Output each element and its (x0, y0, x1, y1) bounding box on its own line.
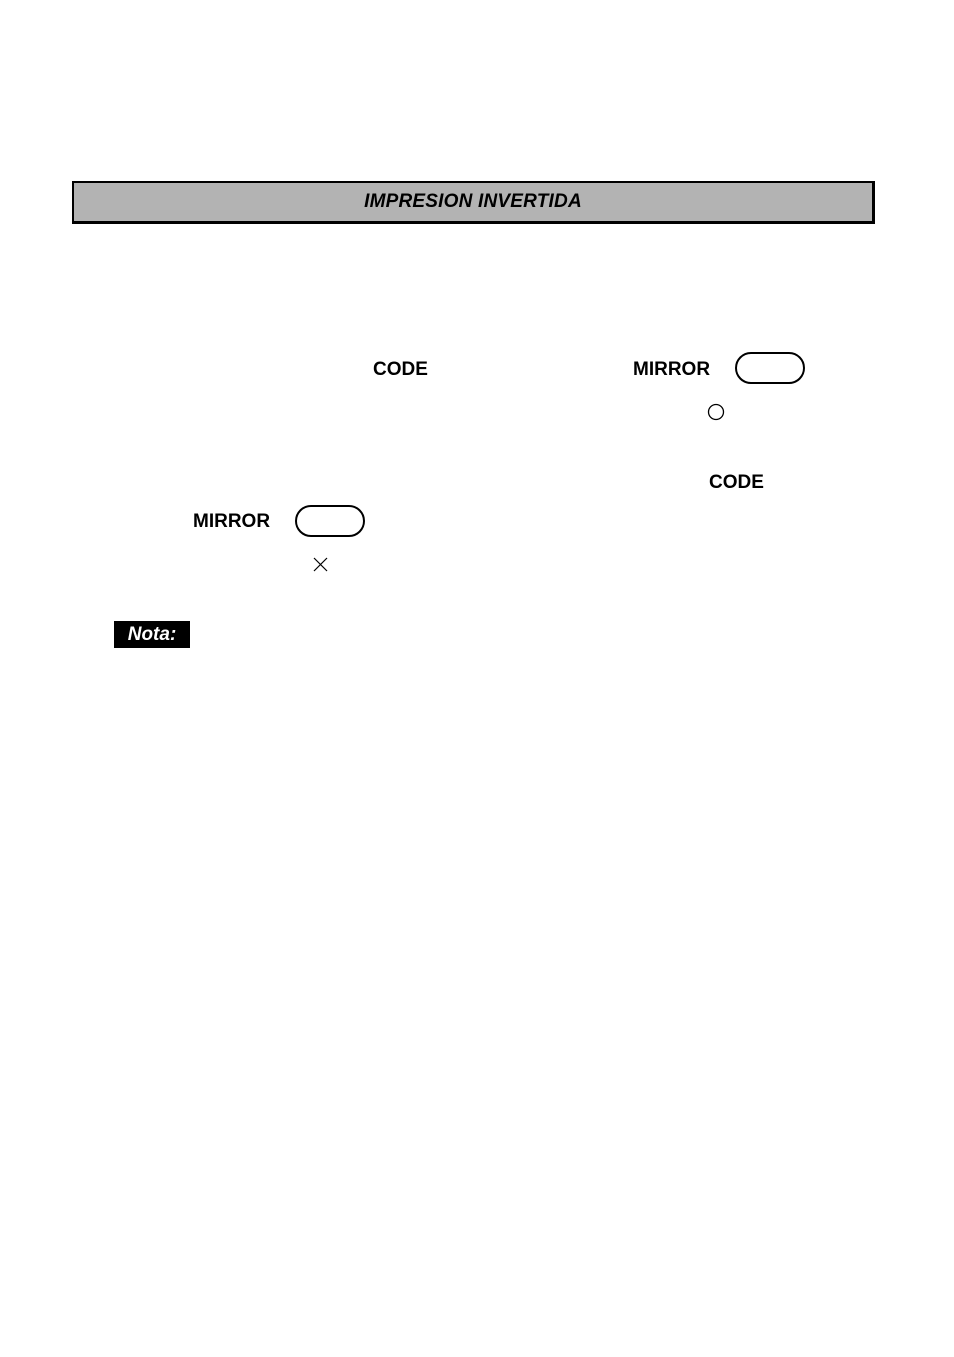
section-title: IMPRESION INVERTIDA (364, 191, 582, 212)
code-key-label-on: CODE (373, 359, 428, 380)
mirror-key-cap-on (735, 352, 805, 384)
mirror-key-cap-off (295, 505, 365, 537)
code-key-label-off: CODE (709, 472, 764, 493)
section-header (72, 181, 875, 224)
circle-on-icon (707, 403, 725, 421)
mirror-key-label-off: MIRROR (193, 511, 271, 532)
mirror-key-label-on: MIRROR (633, 359, 711, 380)
note-badge (114, 621, 190, 648)
note-label: Nota: (127, 623, 177, 645)
cross-off-icon (312, 557, 329, 573)
